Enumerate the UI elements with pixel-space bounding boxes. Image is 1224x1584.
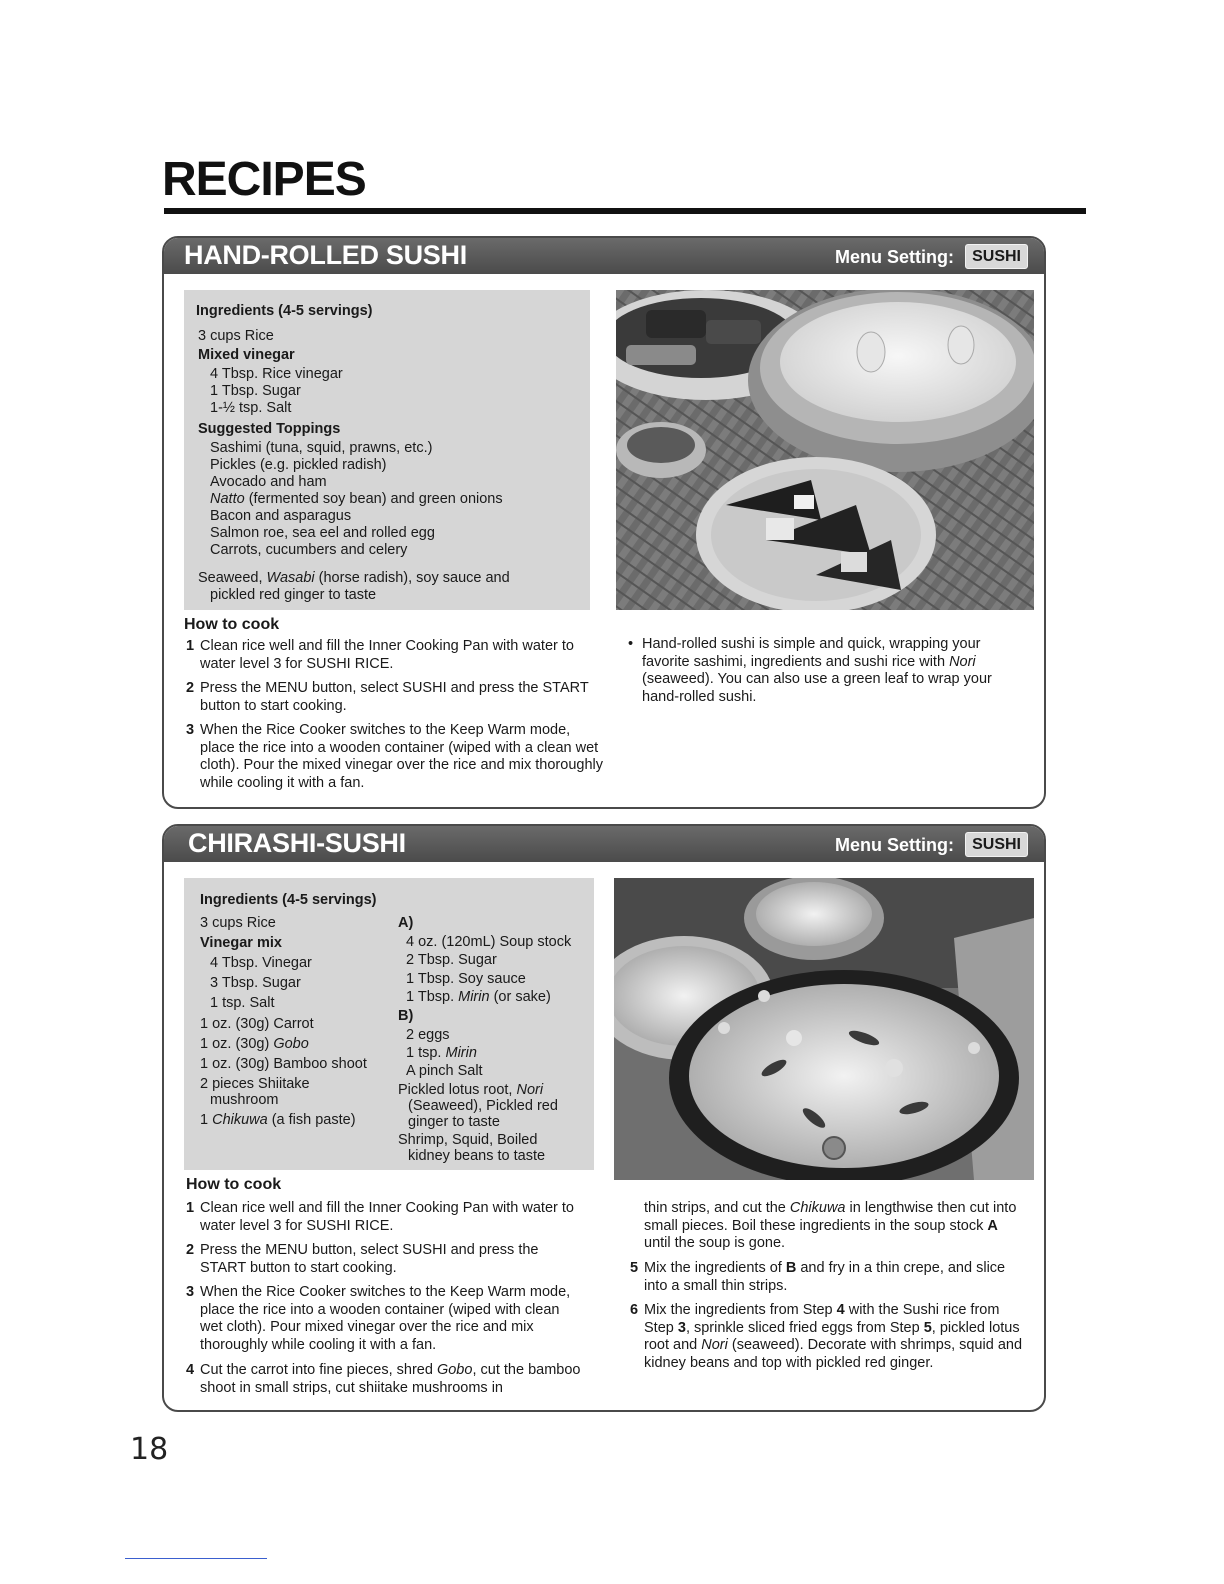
mirin-term: Mirin [445, 1045, 477, 1061]
garnish-shrimp-2: kidney beans to taste [408, 1148, 546, 1164]
cook-step-continued [630, 1200, 1026, 1253]
step-number: 6 [630, 1302, 639, 1318]
seaweed-text: (horse radish), soy sauce and [314, 570, 510, 586]
cook-step [186, 1362, 586, 1397]
recipe-chirashi-sushi [162, 824, 1046, 1412]
gobo-term: Gobo [436, 1362, 473, 1378]
gobo-term: Gobo [273, 1036, 309, 1052]
garnish-shrimp: Shrimp, Squid, Boiled [398, 1132, 538, 1148]
topping-item: Pickles (e.g. pickled radish) [210, 457, 387, 473]
ingredient-text: Pickled lotus root, [398, 1082, 517, 1098]
menu-setting-label: Menu Setting: [835, 247, 954, 267]
chikuwa-term: Chikuwa [789, 1200, 846, 1216]
menu-setting-badge: SUSHI [965, 832, 1028, 857]
page-number: 18 [130, 1432, 169, 1467]
topping-item [210, 491, 503, 508]
step-text-part: thin strips, and cut the [644, 1200, 790, 1216]
topping-item: Sashimi (tuna, squid, prawns, etc.) [210, 440, 433, 456]
how-to-cook-heading: How to cook [184, 616, 280, 633]
wasabi-term: Wasabi [266, 570, 315, 586]
ingredient-bamboo: 1 oz. (30g) Bamboo shoot [200, 1056, 367, 1072]
group-a-label: A) [398, 915, 414, 931]
group-a-item [406, 989, 551, 1006]
step-text: When the Rice Cooker switches to the Keep Warm mode, place the rice into a wooden container (wiped with clean wet cloth). Pour mixed vinegar over the rice and mix thoroughly while cooling it with a fan. [200, 1284, 571, 1353]
step-text-part: Mix the ingredients of [644, 1260, 786, 1276]
ingredient-text: (a fish paste) [267, 1112, 356, 1128]
ingredients-box [184, 878, 594, 1170]
ingredient-gobo [200, 1036, 309, 1053]
step-text-part: Mix the ingredients from Step [644, 1302, 837, 1318]
group-b-item: 2 eggs [406, 1027, 450, 1043]
title-rule [164, 208, 1086, 214]
recipe-title: HAND-ROLLED SUSHI [184, 240, 467, 270]
step-number: 3 [186, 1284, 195, 1300]
garnish-lotus [398, 1082, 543, 1099]
step-text [630, 1302, 1026, 1372]
step-number: 1 [186, 1200, 195, 1216]
step-text-part: and fry in a thin crepe, and slice into a small thin strips. [644, 1260, 1006, 1294]
ingredient-text: 1 tsp. [406, 1045, 446, 1061]
seaweed-line [198, 570, 510, 587]
step-text: Press the MENU button, select SUSHI and press the START button to start cooking. [200, 680, 589, 714]
note-bullet [628, 636, 1008, 706]
ingredients-box [184, 290, 590, 610]
step-number: 2 [186, 1242, 195, 1258]
group-a-item: 1 Tbsp. Soy sauce [406, 971, 526, 987]
step-text [630, 1260, 1026, 1295]
group-b-item: A pinch Salt [406, 1063, 483, 1079]
recipe-header [164, 826, 1044, 862]
vinegar-item: 1 Tbsp. Sugar [210, 383, 301, 399]
step-text-part: with the Sushi rice from Step [644, 1302, 1000, 1336]
cook-step [630, 1302, 1026, 1372]
step-number: 4 [186, 1362, 195, 1378]
nori-term: Nori [701, 1337, 728, 1353]
topping-item: Avocado and ham [210, 474, 327, 490]
step-text: When the Rice Cooker switches to the Keep Warm mode, place the rice into a wooden container (wiped with a clean wet cloth). Pour the mixed vinegar over the rice and mix thoroughly while cooling it with a fan. [200, 722, 603, 791]
mirin-term: Mirin [458, 989, 490, 1005]
nori-term: Nori [949, 653, 976, 670]
ingredient-text: (or sake) [489, 989, 551, 1005]
ingredient-rice: 3 cups Rice [198, 328, 274, 344]
chikuwa-term: Chikuwa [212, 1112, 268, 1128]
menu-setting-label: Menu Setting: [835, 835, 954, 855]
photo-illustration [614, 878, 1034, 1180]
step-text: Clean rice well and fill the Inner Cooking Pan with water to water level 3 for SUSHI RICE. [200, 638, 574, 672]
photo-illustration [616, 290, 1034, 610]
topping-item: Bacon and asparagus [210, 508, 352, 524]
cook-step [186, 1200, 586, 1235]
cook-step [186, 722, 606, 792]
seaweed-line-2: pickled red ginger to taste [210, 587, 377, 603]
step-text: Clean rice well and fill the Inner Cooking Pan with water to water level 3 for SUSHI RICE. [200, 1200, 574, 1234]
group-a-item: 4 oz. (120mL) Soup stock [406, 934, 572, 950]
recipe-hand-rolled-sushi [162, 236, 1046, 809]
note-text [628, 636, 1008, 706]
step-text-part: until the soup is gone. [644, 1235, 786, 1251]
ingredient-text: 1 Tbsp. [406, 989, 459, 1005]
group-a-ref: A [987, 1217, 998, 1234]
vinegar-item: 3 Tbsp. Sugar [210, 975, 301, 991]
ingredient-rice: 3 cups Rice [200, 915, 276, 931]
group-b-label: B) [398, 1008, 414, 1024]
recipe-header [164, 238, 1044, 274]
cook-step [186, 638, 606, 673]
vinegar-item: 4 Tbsp. Rice vinegar [210, 366, 343, 382]
seaweed-text: Seaweed, [198, 570, 267, 586]
step-ref: 4 [836, 1302, 845, 1318]
cook-step [630, 1260, 1026, 1295]
chirashi-sushi-photo [614, 878, 1034, 1180]
step-ref: 3 [677, 1319, 686, 1336]
group-a-item: 2 Tbsp. Sugar [406, 952, 497, 968]
nori-term: Nori [516, 1082, 544, 1098]
step-number: 3 [186, 722, 195, 738]
topping-item: Salmon roe, sea eel and rolled egg [210, 525, 435, 541]
ingredient-text: 1 [200, 1112, 213, 1128]
note-text-part: Hand-rolled sushi is simple and quick, wrapping your favorite sashimi, ingredients and sushi rice with [642, 636, 981, 670]
ingredient-shiitake-2: mushroom [210, 1092, 279, 1108]
ingredient-chikuwa [200, 1112, 356, 1129]
natto-desc: (fermented soy bean) and green onions [244, 491, 503, 507]
vinegar-item: 1-½ tsp. Salt [210, 400, 292, 416]
step-text-part: Cut the carrot into fine pieces, shred [200, 1362, 437, 1378]
step-number: 2 [186, 680, 195, 696]
toppings-heading: Suggested Toppings [198, 421, 341, 437]
natto-term: Natto [210, 491, 245, 507]
step-text: Press the MENU button, select SUSHI and press the START button to start cooking. [200, 1242, 539, 1276]
step-number: 1 [186, 638, 195, 654]
step-text-part: (seaweed). Decorate with shrimps, squid and kidney beans and top with pickled red ginger. [644, 1337, 1023, 1371]
step-text [630, 1200, 1026, 1253]
ingredient-carrot: 1 oz. (30g) Carrot [200, 1016, 314, 1032]
ingredients-heading: Ingredients (4-5 servings) [196, 303, 373, 319]
step-ref: 5 [923, 1319, 932, 1336]
group-b-ref: B [785, 1260, 797, 1276]
garnish-lotus-2: (Seaweed), Pickled red [408, 1098, 558, 1114]
ingredients-heading: Ingredients (4-5 servings) [200, 892, 377, 908]
step-text-part: , cut the bamboo shoot in small strips, cut shiitake mushrooms in [200, 1362, 581, 1396]
garnish-lotus-3: ginger to taste [408, 1114, 500, 1130]
page-title: RECIPES [162, 153, 366, 206]
vinegar-item: 4 Tbsp. Vinegar [210, 955, 312, 971]
ingredient-text: 1 oz. (30g) [200, 1036, 274, 1052]
cook-step [186, 1242, 586, 1277]
cook-step [186, 1284, 586, 1354]
bullet-glyph: • [628, 636, 634, 652]
step-text-part: , sprinkle sliced fried eggs from Step [685, 1319, 924, 1336]
vinegar-item: 1 tsp. Salt [210, 995, 275, 1011]
vinegar-mix-heading: Vinegar mix [200, 935, 282, 951]
step-text-part: , pickled lotus root and [644, 1319, 1020, 1353]
step-number: 5 [630, 1260, 639, 1276]
group-b-item [406, 1045, 477, 1062]
note-text-part: (seaweed). You can also use a green leaf to wrap your hand-rolled sushi. [642, 671, 992, 705]
recipe-title: CHIRASHI-SUSHI [188, 828, 406, 858]
menu-setting-badge: SUSHI [965, 244, 1028, 269]
hand-rolled-sushi-photo [616, 290, 1034, 610]
mixed-vinegar-heading: Mixed vinegar [198, 347, 295, 363]
cook-step [186, 680, 606, 715]
step-text-part: in lengthwise then cut into small pieces. Boil these ingredients in the soup stock [644, 1200, 1017, 1234]
step-text [186, 1362, 586, 1397]
footer-link-underline [125, 1558, 267, 1559]
how-to-cook-heading: How to cook [186, 1176, 282, 1193]
ingredient-shiitake: 2 pieces Shiitake [200, 1076, 310, 1092]
topping-item: Carrots, cucumbers and celery [210, 542, 408, 558]
